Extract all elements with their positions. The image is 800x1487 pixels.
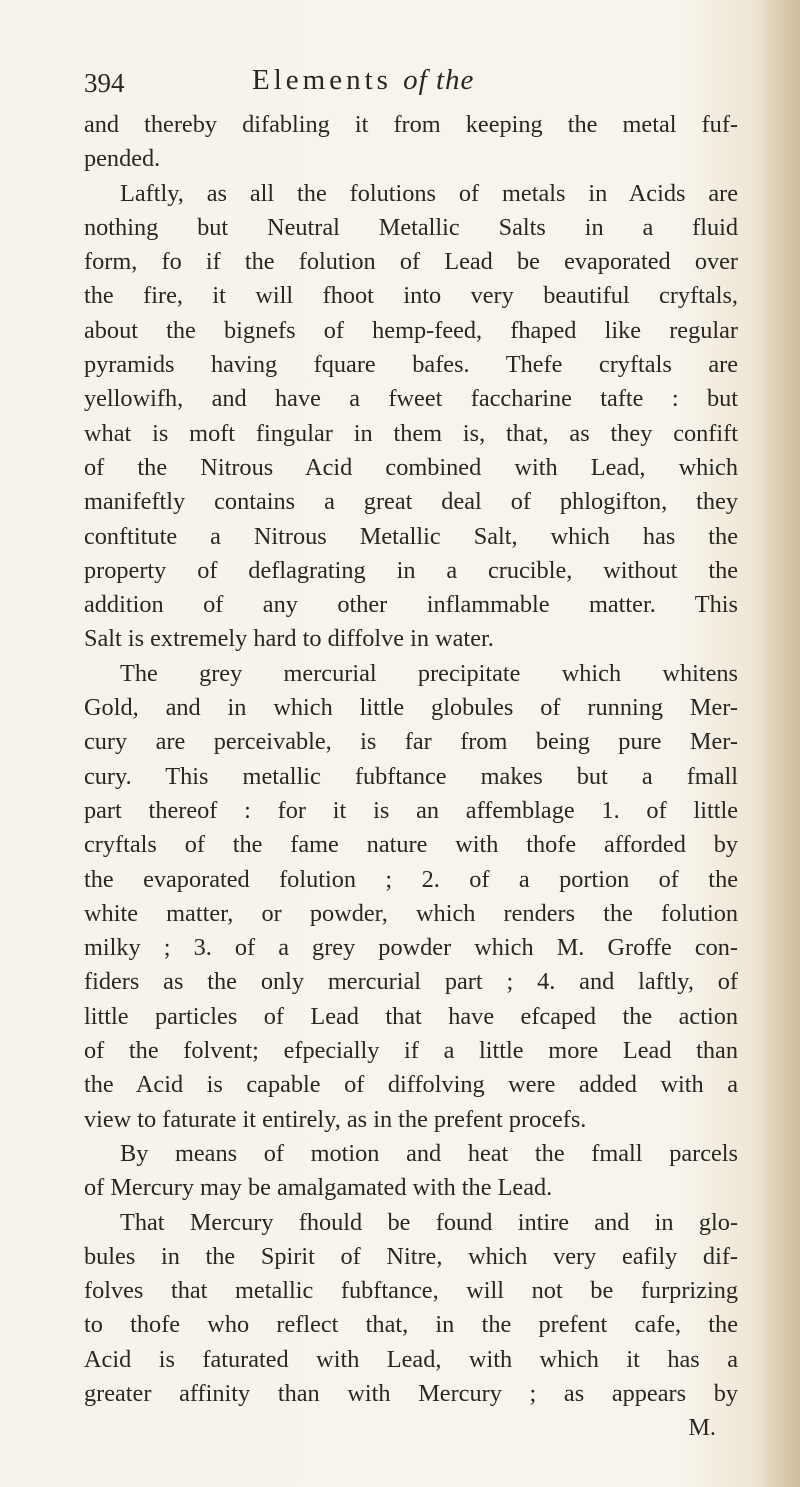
text-line: property of deflagrating in a crucible, without the	[84, 556, 738, 584]
text-line: of the folvent; efpecially if a little more Lead than	[84, 1037, 738, 1065]
text-line: Gold, and in which little globules of running Mer-	[84, 694, 738, 722]
text-line: yellowifh, and have a fweet faccharine tafte : but	[84, 385, 738, 413]
text-line: what is moft fingular in them is, that, as they confift	[84, 419, 738, 447]
text-line: pended.	[84, 145, 161, 173]
text-line: addition of any other inflammable matter. This	[84, 591, 738, 619]
text-line: bules in the Spirit of Nitre, which very eafily dif-	[84, 1242, 738, 1270]
text-line: Laftly, as all the folutions of metals in Acids are	[120, 179, 738, 207]
text-line: cryftals of the fame nature with thofe afforded by	[84, 831, 738, 859]
page-edge-stain	[758, 0, 800, 1487]
text-line: the Acid is capable of diffolving were added with a	[84, 1071, 738, 1099]
text-line: conftitute a Nitrous Metallic Salt, which has the	[84, 522, 738, 550]
catchword: M.	[688, 1414, 716, 1442]
text-line: the evaporated folution ; 2. of a portion of the	[84, 865, 738, 893]
text-line: cury. This metallic fubftance makes but a fmall	[84, 762, 738, 790]
text-line: and thereby difabling it from keeping the metal fuf-	[84, 111, 738, 138]
text-line: view to faturate it entirely, as in the prefent procefs.	[84, 1105, 587, 1133]
text-line: milky ; 3. of a grey powder which M. Groffe con-	[84, 934, 738, 962]
text-line: pyramids having fquare bafes. Thefe cryftals are	[84, 351, 738, 379]
running-title-main: Elements	[252, 64, 392, 96]
text-line: manifeftly contains a great deal of phlogifton, they	[84, 488, 738, 516]
running-title-of: of the	[403, 64, 475, 96]
running-title	[252, 64, 474, 97]
text-line: about the bignefs of hemp-feed, fhaped like regular	[84, 316, 738, 344]
text-line: form, fo if the folution of Lead be evaporated over	[84, 248, 738, 276]
page-number: 394	[84, 68, 125, 98]
text-line: By means of motion and heat the fmall parcels	[120, 1139, 738, 1167]
text-line: Acid is faturated with Lead, with which it has a	[84, 1345, 738, 1373]
text-line: cury are perceivable, is far from being pure Mer-	[84, 728, 738, 756]
text-line: of Mercury may be amalgamated with the Lead.	[84, 1174, 553, 1202]
text-line: of the Nitrous Acid combined with Lead, which	[84, 453, 738, 481]
body-text	[84, 108, 738, 1446]
text-line: white matter, or powder, which renders the folution	[84, 899, 738, 927]
text-line: Salt is extremely hard to diffolve in water.	[84, 625, 494, 653]
text-line: fiders as the only mercurial part ; 4. and laftly, of	[84, 968, 738, 996]
text-line: nothing but Neutral Metallic Salts in a fluid	[84, 213, 738, 241]
text-line: That Mercury fhould be found intire and in glo-	[120, 1208, 738, 1236]
text-line: to thofe who reflect that, in the prefent cafe, the	[84, 1311, 738, 1339]
text-line: little particles of Lead that have efcaped the action	[84, 1002, 738, 1030]
text-line: The grey mercurial precipitate which whitens	[120, 659, 738, 687]
text-line: the fire, it will fhoot into very beautiful cryftals,	[84, 282, 738, 310]
text-line: part thereof : for it is an affemblage 1. of little	[84, 796, 738, 824]
text-line: folves that metallic fubftance, will not be furprizing	[84, 1277, 738, 1305]
page-header	[84, 64, 734, 104]
text-line: greater affinity than with Mercury ; as appears by	[84, 1379, 738, 1407]
